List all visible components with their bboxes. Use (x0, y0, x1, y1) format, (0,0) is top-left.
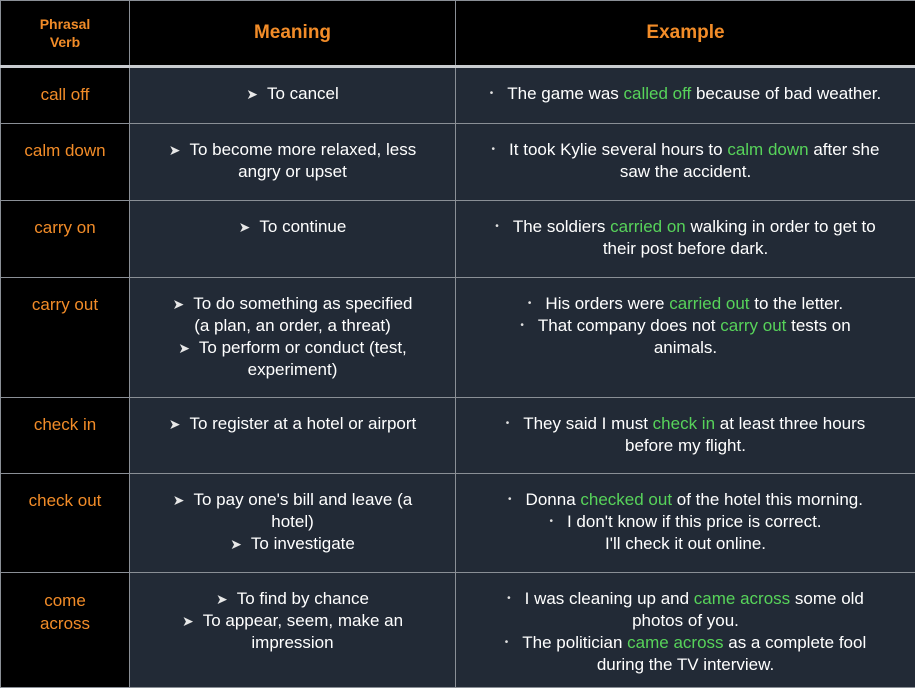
highlighted-verb: carried on (610, 217, 686, 236)
verb-cell (1, 67, 130, 124)
example-text: to the letter. (750, 294, 844, 313)
example-cell (456, 278, 915, 398)
table-row (1, 124, 915, 201)
meaning-cell (130, 67, 456, 124)
example-line (462, 315, 909, 337)
example-text: animals. (462, 337, 909, 359)
highlighted-verb: check in (653, 414, 715, 433)
header-phrasal-verb (1, 1, 130, 67)
verb-cell (1, 474, 130, 573)
example-text: before my flight. (462, 435, 909, 457)
meaning-text: To find by chance (237, 589, 369, 608)
table-row (1, 398, 915, 474)
header-example: Example (456, 1, 915, 67)
example-text: because of bad weather. (691, 84, 881, 103)
meaning-text: To register at a hotel or airport (189, 414, 416, 433)
verb-text: call off (7, 83, 123, 106)
example-line (462, 216, 909, 238)
dot-bullet-icon: • (505, 632, 509, 654)
example-text: tests on (786, 316, 850, 335)
example-text: I'll check it out online. (462, 533, 909, 555)
highlighted-verb: came across (694, 589, 790, 608)
dot-bullet-icon: • (549, 511, 553, 533)
example-text: I don't know if this price is correct. (567, 512, 822, 531)
dot-bullet-icon: • (495, 216, 499, 238)
example-text: saw the accident. (462, 161, 909, 183)
meaning-line (136, 413, 449, 435)
highlighted-verb: calm down (727, 140, 808, 159)
meaning-cell (130, 124, 456, 201)
table-row (1, 67, 915, 124)
arrow-bullet-icon: ➤ (173, 489, 185, 511)
meaning-text: To do something as specified (193, 294, 412, 313)
arrow-bullet-icon: ➤ (182, 610, 194, 632)
example-text: of the hotel this morning. (672, 490, 863, 509)
meaning-cell (130, 278, 456, 398)
dot-bullet-icon: • (492, 139, 496, 161)
example-text: walking in order to get to (686, 217, 876, 236)
arrow-bullet-icon: ➤ (216, 588, 228, 610)
header-verb-line1: Phrasal (7, 15, 123, 33)
example-cell (456, 67, 915, 124)
meaning-text: To pay one's bill and leave (a (194, 490, 413, 509)
meaning-text: To continue (259, 217, 346, 236)
meaning-line (136, 533, 449, 555)
example-line (462, 511, 909, 533)
arrow-bullet-icon: ➤ (178, 337, 190, 359)
header-verb-line2: Verb (7, 33, 123, 51)
highlighted-verb: called off (624, 84, 692, 103)
meaning-cell (130, 398, 456, 474)
example-cell (456, 124, 915, 201)
meaning-text: experiment) (136, 359, 449, 381)
table-row (1, 278, 915, 398)
example-text: The soldiers (513, 217, 610, 236)
verb-text: come (7, 589, 123, 612)
meaning-line (136, 588, 449, 610)
verb-cell (1, 398, 130, 474)
example-text: His orders were (545, 294, 669, 313)
meaning-line (136, 337, 449, 359)
example-line (462, 588, 909, 610)
meaning-cell (130, 474, 456, 573)
arrow-bullet-icon: ➤ (246, 83, 258, 105)
table-row (1, 201, 915, 278)
example-text: The game was (507, 84, 623, 103)
verb-cell (1, 573, 130, 688)
highlighted-verb: came across (627, 633, 723, 652)
example-text: their post before dark. (462, 238, 909, 260)
highlighted-verb: checked out (580, 490, 672, 509)
table-row (1, 573, 915, 688)
dot-bullet-icon: • (508, 489, 512, 511)
example-cell (456, 474, 915, 573)
dot-bullet-icon: • (506, 413, 510, 435)
meaning-text: angry or upset (136, 161, 449, 183)
arrow-bullet-icon: ➤ (230, 533, 242, 555)
example-line (462, 139, 909, 161)
verb-text: calm down (7, 139, 123, 162)
meaning-line (136, 139, 449, 161)
example-text: during the TV interview. (462, 654, 909, 676)
example-line (462, 489, 909, 511)
meaning-text: (a plan, an order, a threat) (136, 315, 449, 337)
verb-text: across (7, 612, 123, 635)
example-line (462, 632, 909, 654)
meaning-line (136, 83, 449, 105)
header-meaning: Meaning (130, 1, 456, 67)
highlighted-verb: carry out (720, 316, 786, 335)
arrow-bullet-icon: ➤ (239, 216, 251, 238)
meaning-cell (130, 573, 456, 688)
verb-text: carry out (7, 293, 123, 316)
example-cell (456, 398, 915, 474)
meaning-text: To investigate (251, 534, 355, 553)
verb-cell (1, 124, 130, 201)
example-text: as a complete fool (724, 633, 867, 652)
arrow-bullet-icon: ➤ (169, 413, 181, 435)
meaning-line (136, 293, 449, 315)
meaning-line (136, 610, 449, 632)
table-row (1, 474, 915, 573)
arrow-bullet-icon: ➤ (173, 293, 185, 315)
example-line (462, 413, 909, 435)
dot-bullet-icon: • (490, 83, 494, 105)
example-cell (456, 201, 915, 278)
meaning-text: To become more relaxed, less (189, 140, 416, 159)
verb-text: check in (7, 413, 123, 436)
example-cell (456, 573, 915, 688)
header-row (1, 1, 915, 67)
example-text: at least three hours (715, 414, 865, 433)
meaning-line (136, 489, 449, 511)
example-text: Donna (526, 490, 581, 509)
example-text: The politician (522, 633, 627, 652)
meaning-text: To cancel (267, 84, 339, 103)
example-text: photos of you. (462, 610, 909, 632)
meaning-line (136, 216, 449, 238)
verb-text: check out (7, 489, 123, 512)
verb-cell (1, 278, 130, 398)
highlighted-verb: carried out (669, 294, 749, 313)
meaning-text: To perform or conduct (test, (199, 338, 407, 357)
example-text: It took Kylie several hours to (509, 140, 727, 159)
arrow-bullet-icon: ➤ (169, 139, 181, 161)
verb-text: carry on (7, 216, 123, 239)
meaning-cell (130, 201, 456, 278)
example-text: They said I must (523, 414, 652, 433)
example-text: some old (790, 589, 864, 608)
dot-bullet-icon: • (528, 293, 532, 315)
dot-bullet-icon: • (507, 588, 511, 610)
example-text: after she (809, 140, 880, 159)
meaning-text: To appear, seem, make an (203, 611, 403, 630)
example-text: I was cleaning up and (525, 589, 694, 608)
dot-bullet-icon: • (520, 315, 524, 337)
verb-cell (1, 201, 130, 278)
example-text: That company does not (538, 316, 720, 335)
example-line (462, 83, 909, 105)
meaning-text: hotel) (136, 511, 449, 533)
example-line (462, 293, 909, 315)
meaning-text: impression (136, 632, 449, 654)
